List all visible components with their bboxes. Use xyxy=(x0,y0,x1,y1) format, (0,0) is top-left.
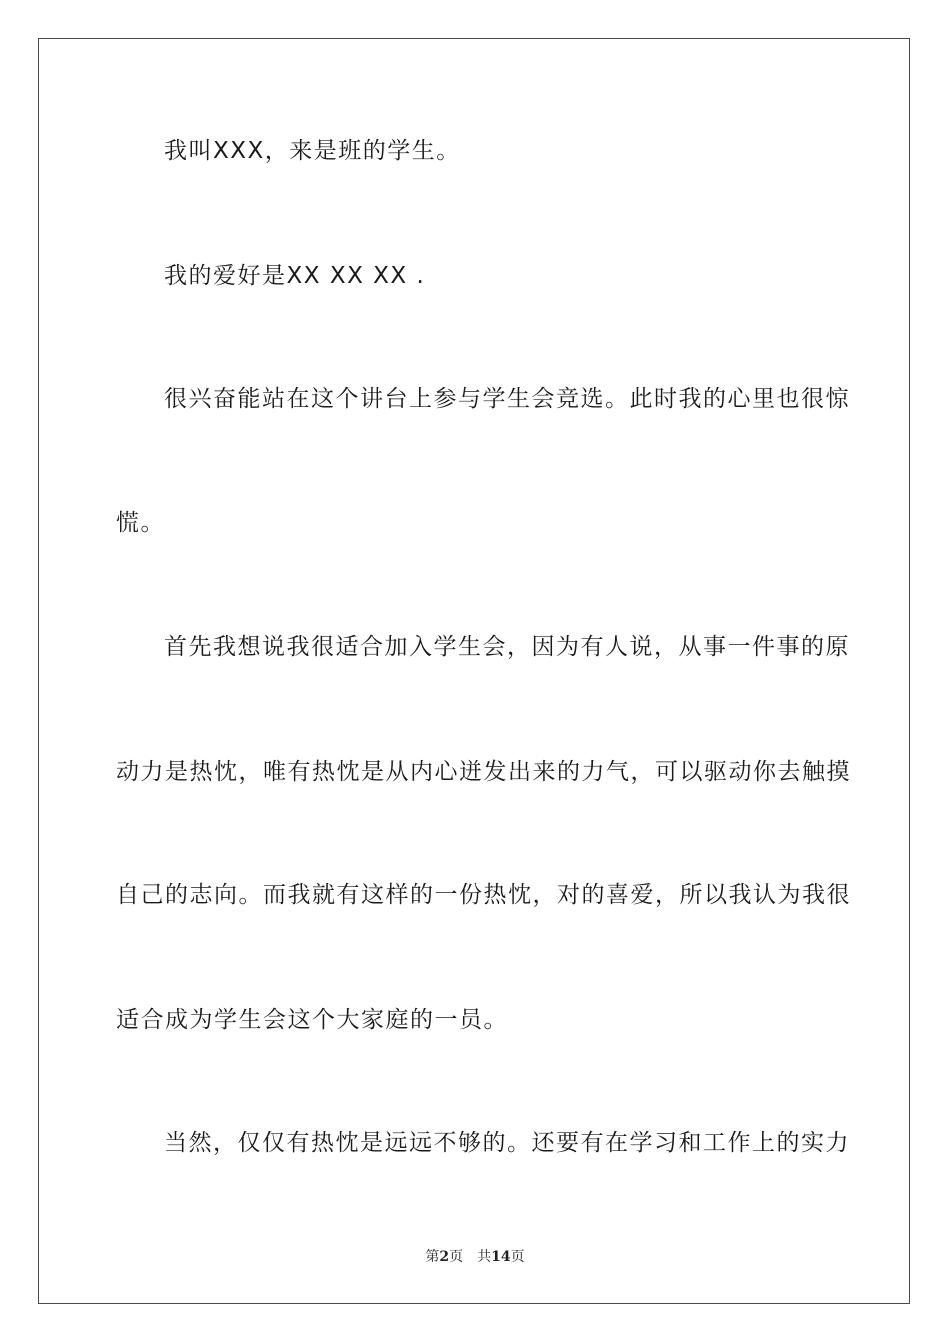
page-number: 2 xyxy=(439,1249,450,1265)
page-label-suffix: 页 xyxy=(449,1249,464,1265)
total-label-suffix: 页 xyxy=(510,1249,525,1265)
paragraph-line: 我的爱好是XX XX XX . xyxy=(164,263,426,289)
paragraph-line: 自己的志向。而我就有这样的一份热忱，对的喜爱，所以我认为我很 xyxy=(116,882,851,908)
page-label-prefix: 第 xyxy=(425,1249,440,1265)
page-border xyxy=(38,38,910,1304)
paragraph-line: 适合成为学生会这个大家庭的一员。 xyxy=(116,1007,508,1033)
page-footer xyxy=(0,1248,950,1266)
total-pages: 14 xyxy=(491,1249,511,1265)
paragraph-line: 我叫XXX，来是班的学生。 xyxy=(164,138,461,164)
paragraph-line: 首先我想说我很适合加入学生会，因为有人说，从事一件事的原 xyxy=(164,634,850,660)
paragraph-line: 慌。 xyxy=(116,510,165,536)
paragraph-line: 很兴奋能站在这个讲台上参与学生会竞选。此时我的心里也很惊 xyxy=(164,386,850,412)
paragraph-line: 动力是热忱，唯有热忱是从内心迸发出来的力气，可以驱动你去触摸 xyxy=(116,759,851,785)
paragraph-line: 当然，仅仅有热忱是远远不够的。还要有在学习和工作上的实力 xyxy=(164,1130,850,1156)
total-label-prefix: 共 xyxy=(477,1249,492,1265)
